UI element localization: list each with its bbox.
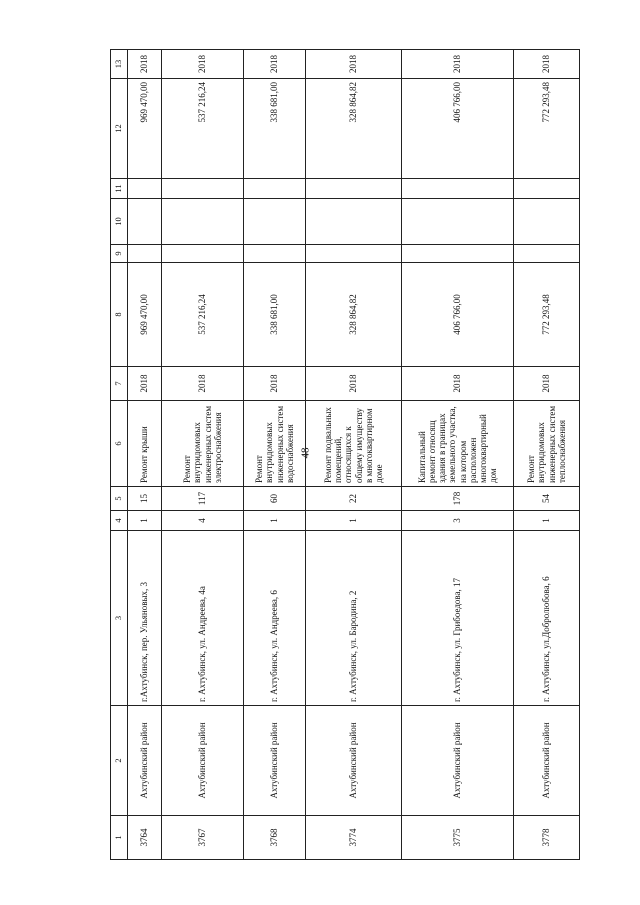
work-type: Ремонт подвальных помещений, относящихся к общему имуществу в многоквартирном доме <box>306 401 402 487</box>
col-4: 3 <box>402 511 514 531</box>
year-end: 2018 <box>402 50 514 79</box>
header-row <box>111 50 128 860</box>
column-header: 13 <box>111 50 128 79</box>
col-11 <box>162 179 244 199</box>
table-row <box>514 50 580 860</box>
year: 2018 <box>514 367 580 401</box>
district: Ахтубинский район <box>402 706 514 816</box>
col-5: 54 <box>514 487 580 511</box>
address: г. Ахтубинск, ул. Андреева, 4а <box>162 531 244 706</box>
column-header: 2 <box>111 706 128 816</box>
cost: 406 766,00 <box>402 263 514 367</box>
col-5: 117 <box>162 487 244 511</box>
column-header: 5 <box>111 487 128 511</box>
work-type: Ремонт крыши <box>128 401 162 487</box>
column-header: 6 <box>111 401 128 487</box>
col-4: 1 <box>306 511 402 531</box>
col-9 <box>402 245 514 263</box>
year: 2018 <box>244 367 306 401</box>
page-number: 48 <box>299 447 312 459</box>
year-end: 2018 <box>128 50 162 79</box>
column-header: 8 <box>111 263 128 367</box>
cost: 328 864,82 <box>306 263 402 367</box>
column-header: 10 <box>111 199 128 245</box>
col-10 <box>162 199 244 245</box>
col-10 <box>514 199 580 245</box>
table-row <box>244 50 306 860</box>
total-cost: 328 864,82 <box>306 79 402 179</box>
col-11 <box>402 179 514 199</box>
district: Ахтубинский район <box>306 706 402 816</box>
col-11 <box>128 179 162 199</box>
work-type: Ремонт внутридомовых инженерных систем электроснабжения <box>162 401 244 487</box>
col-4: 1 <box>514 511 580 531</box>
cost: 772 293,48 <box>514 263 580 367</box>
table-row <box>162 50 244 860</box>
column-header: 9 <box>111 245 128 263</box>
col-11 <box>514 179 580 199</box>
row-id: 3778 <box>514 816 580 860</box>
address: г.Ахтубинск, пер. Ульяновых, 3 <box>128 531 162 706</box>
table-row <box>306 50 402 860</box>
work-type: Ремонт внутридомовых инженерных систем теплоснабжения <box>514 401 580 487</box>
col-10 <box>128 199 162 245</box>
total-cost: 969 470,00 <box>128 79 162 179</box>
row-id: 3774 <box>306 816 402 860</box>
row-id: 3764 <box>128 816 162 860</box>
col-9 <box>162 245 244 263</box>
work-type: Ремонт внутридомовых инженерных систем водоснабжения <box>244 401 306 487</box>
col-4: 1 <box>128 511 162 531</box>
col-10 <box>244 199 306 245</box>
column-header: 1 <box>111 816 128 860</box>
district: Ахтубинский район <box>244 706 306 816</box>
total-cost: 772 293,48 <box>514 79 580 179</box>
address: г. Ахтубинск, ул. Андреева, 6 <box>244 531 306 706</box>
year-end: 2018 <box>514 50 580 79</box>
row-id: 3775 <box>402 816 514 860</box>
row-id: 3767 <box>162 816 244 860</box>
col-10 <box>306 199 402 245</box>
year-end: 2018 <box>306 50 402 79</box>
total-cost: 537 216,24 <box>162 79 244 179</box>
col-9 <box>514 245 580 263</box>
total-cost: 338 681,00 <box>244 79 306 179</box>
cost: 338 681,00 <box>244 263 306 367</box>
col-4: 4 <box>162 511 244 531</box>
work-type: Капитальный ремонт относящ здания в границах земельного участка, на котором расположен многоквартирный дом <box>402 401 514 487</box>
col-11 <box>306 179 402 199</box>
year: 2018 <box>402 367 514 401</box>
rotated-table-container <box>110 50 567 860</box>
total-cost: 406 766,00 <box>402 79 514 179</box>
col-10 <box>402 199 514 245</box>
col-5: 22 <box>306 487 402 511</box>
col-9 <box>128 245 162 263</box>
col-9 <box>306 245 402 263</box>
cost: 969 470,00 <box>128 263 162 367</box>
row-id: 3768 <box>244 816 306 860</box>
register-table <box>110 49 580 860</box>
address: г. Ахтубинск, ул.Добролюбова, 6 <box>514 531 580 706</box>
col-11 <box>244 179 306 199</box>
year-end: 2018 <box>244 50 306 79</box>
district: Ахтубинский район <box>514 706 580 816</box>
col-5: 60 <box>244 487 306 511</box>
year-end: 2018 <box>162 50 244 79</box>
cost: 537 216,24 <box>162 263 244 367</box>
address: г. Ахтубинск, ул. Грибоедова, 17 <box>402 531 514 706</box>
district: Ахтубинский район <box>128 706 162 816</box>
column-header: 12 <box>111 79 128 179</box>
column-header: 7 <box>111 367 128 401</box>
col-4: 1 <box>244 511 306 531</box>
district: Ахтубинский район <box>162 706 244 816</box>
col-9 <box>244 245 306 263</box>
col-5: 15 <box>128 487 162 511</box>
year: 2018 <box>162 367 244 401</box>
year: 2018 <box>306 367 402 401</box>
column-header: 3 <box>111 531 128 706</box>
year: 2018 <box>128 367 162 401</box>
table-row <box>128 50 162 860</box>
table-row <box>402 50 514 860</box>
column-header: 4 <box>111 511 128 531</box>
address: г. Ахтубинск, ул. Бародина, 2 <box>306 531 402 706</box>
column-header: 11 <box>111 179 128 199</box>
col-5: 178 <box>402 487 514 511</box>
